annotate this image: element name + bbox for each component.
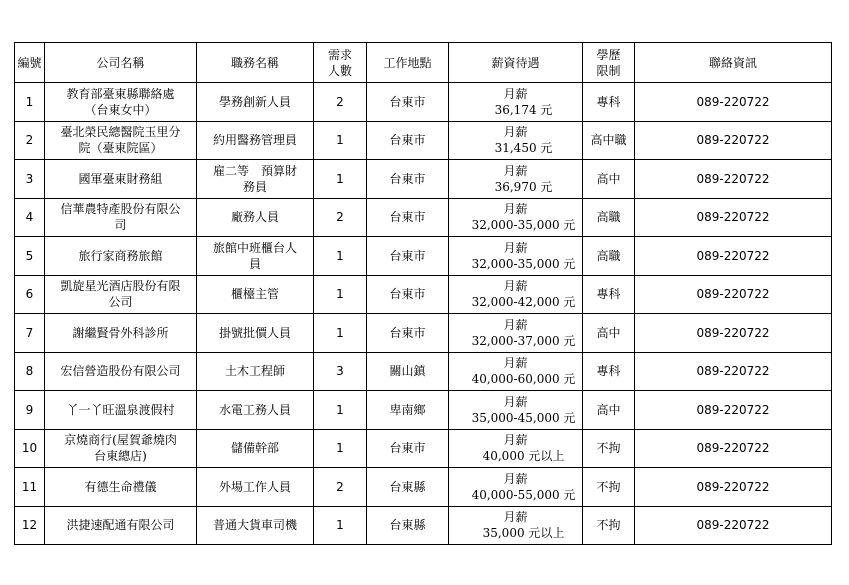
header-education-line: 限制 xyxy=(596,63,621,78)
job-title xyxy=(197,160,314,199)
job-title-line: 土木工程師 xyxy=(224,364,285,379)
company-name xyxy=(45,275,197,314)
company-name xyxy=(45,160,197,199)
headcount: 3 xyxy=(314,352,367,391)
contact-phone: 089-220722 xyxy=(635,314,832,353)
salary-amount: 32,000-35,000 元 xyxy=(471,218,576,233)
company-name xyxy=(45,83,197,122)
row-number: 3 xyxy=(15,160,45,199)
salary-amount: 36,174 元 xyxy=(494,102,553,117)
row-number: 1 xyxy=(15,83,45,122)
headcount: 2 xyxy=(314,198,367,237)
headcount: 1 xyxy=(314,506,367,545)
salary-type: 月薪 xyxy=(503,202,528,217)
job-title-line: 水電工務人員 xyxy=(218,402,291,417)
job-title xyxy=(197,314,314,353)
company-name-line: 院（臺東院區） xyxy=(78,141,163,156)
work-location: 台東市 xyxy=(367,237,449,276)
salary-amount: 40,000-60,000 元 xyxy=(471,372,576,387)
company-name xyxy=(45,391,197,430)
work-location: 台東縣 xyxy=(367,506,449,545)
salary xyxy=(449,468,583,507)
company-name-line: 公司 xyxy=(108,295,133,310)
salary-amount: 36,970 元 xyxy=(494,179,553,194)
job-title-line: 掛號批價人員 xyxy=(218,325,291,340)
salary-type: 月薪 xyxy=(503,356,528,371)
education-requirement: 高中職 xyxy=(583,121,635,160)
table-row xyxy=(15,314,832,353)
job-title-line: 學務創新人員 xyxy=(218,94,291,109)
table-row xyxy=(15,83,832,122)
job-title xyxy=(197,83,314,122)
job-title-line: 員 xyxy=(248,256,261,271)
salary xyxy=(449,429,583,468)
salary xyxy=(449,121,583,160)
company-name-line: 國軍臺東財務組 xyxy=(78,171,163,186)
company-name-line: 謝繼賢骨外科診所 xyxy=(72,325,169,340)
table-row xyxy=(15,391,832,430)
row-number: 7 xyxy=(15,314,45,353)
company-name xyxy=(45,352,197,391)
work-location: 台東市 xyxy=(367,275,449,314)
salary xyxy=(449,198,583,237)
salary-type: 月薪 xyxy=(503,240,528,255)
salary-amount: 32,000-35,000 元 xyxy=(471,256,576,271)
job-title xyxy=(197,391,314,430)
education-requirement: 高職 xyxy=(583,198,635,237)
job-title-line: 儲備幹部 xyxy=(230,441,279,456)
table-row xyxy=(15,198,832,237)
contact-phone: 089-220722 xyxy=(635,83,832,122)
table-row xyxy=(15,468,832,507)
contact-phone: 089-220722 xyxy=(635,468,832,507)
company-name-line: 凱旋星光酒店股份有限 xyxy=(60,279,181,294)
education-requirement: 不拘 xyxy=(583,506,635,545)
company-name xyxy=(45,506,197,545)
header-headcount-line: 人數 xyxy=(327,63,352,78)
education-requirement: 高職 xyxy=(583,237,635,276)
company-name xyxy=(45,468,197,507)
work-location: 台東市 xyxy=(367,83,449,122)
company-name xyxy=(45,314,197,353)
salary-type: 月薪 xyxy=(503,317,528,332)
contact-phone: 089-220722 xyxy=(635,198,832,237)
headcount: 1 xyxy=(314,429,367,468)
header-education xyxy=(583,43,635,83)
education-requirement: 專科 xyxy=(583,275,635,314)
company-name-line: 洪捷速配通有限公司 xyxy=(66,518,175,533)
header-location: 工作地點 xyxy=(367,43,449,83)
salary-amount: 32,000-37,000 元 xyxy=(471,333,576,348)
salary xyxy=(449,352,583,391)
salary xyxy=(449,275,583,314)
table-row xyxy=(15,506,832,545)
company-name-line: 司 xyxy=(114,218,127,233)
table-row xyxy=(15,121,832,160)
row-number: 8 xyxy=(15,352,45,391)
education-requirement: 不拘 xyxy=(583,468,635,507)
job-title xyxy=(197,121,314,160)
contact-phone: 089-220722 xyxy=(635,352,832,391)
company-name-line: 京燒商行(屋賀爺燒肉 xyxy=(64,433,177,448)
salary-type: 月薪 xyxy=(503,125,528,140)
job-title xyxy=(197,275,314,314)
work-location: 台東縣 xyxy=(367,468,449,507)
salary-amount: 40,000 元以上 xyxy=(482,449,565,464)
job-title xyxy=(197,352,314,391)
job-title-line: 務員 xyxy=(242,179,267,194)
job-title-line: 普通大貨車司機 xyxy=(212,518,297,533)
education-requirement: 專科 xyxy=(583,83,635,122)
job-title-line: 廠務人員 xyxy=(230,210,279,225)
contact-phone: 089-220722 xyxy=(635,275,832,314)
contact-phone: 089-220722 xyxy=(635,429,832,468)
row-number: 11 xyxy=(15,468,45,507)
row-number: 10 xyxy=(15,429,45,468)
headcount: 1 xyxy=(314,160,367,199)
headcount: 1 xyxy=(314,314,367,353)
education-requirement: 高中 xyxy=(583,314,635,353)
salary-amount: 31,450 元 xyxy=(494,141,553,156)
work-location: 台東市 xyxy=(367,198,449,237)
table-row xyxy=(15,275,832,314)
salary-type: 月薪 xyxy=(503,163,528,178)
company-name-line: 教育部臺東縣聯絡處 xyxy=(66,86,175,101)
row-number: 2 xyxy=(15,121,45,160)
company-name-line: 旅行家商務旅館 xyxy=(78,248,163,263)
contact-phone: 089-220722 xyxy=(635,160,832,199)
contact-phone: 089-220722 xyxy=(635,506,832,545)
row-number: 9 xyxy=(15,391,45,430)
contact-phone: 089-220722 xyxy=(635,237,832,276)
work-location: 關山鎮 xyxy=(367,352,449,391)
headcount: 1 xyxy=(314,275,367,314)
salary-amount: 32,000-42,000 元 xyxy=(471,295,576,310)
header-education-line: 學歷 xyxy=(596,47,621,62)
company-name-line: 台東總店) xyxy=(94,449,147,464)
row-number: 4 xyxy=(15,198,45,237)
header-headcount-line: 需求 xyxy=(327,47,352,62)
header-title: 職務名稱 xyxy=(197,43,314,83)
education-requirement: 高中 xyxy=(583,160,635,199)
table-row xyxy=(15,429,832,468)
headcount: 1 xyxy=(314,121,367,160)
salary-type: 月薪 xyxy=(503,86,528,101)
work-location: 台東市 xyxy=(367,314,449,353)
headcount: 1 xyxy=(314,391,367,430)
header-row xyxy=(15,43,832,83)
job-title xyxy=(197,506,314,545)
salary-type: 月薪 xyxy=(503,433,528,448)
salary-type: 月薪 xyxy=(503,510,528,525)
job-title-line: 外場工作人員 xyxy=(218,479,291,494)
company-name-line: 丫一丫旺溫泉渡假村 xyxy=(66,402,175,417)
salary-type: 月薪 xyxy=(503,279,528,294)
salary-amount: 35,000-45,000 元 xyxy=(471,410,576,425)
salary-amount: 35,000 元以上 xyxy=(482,526,565,541)
salary xyxy=(449,237,583,276)
job-title xyxy=(197,429,314,468)
header-contact: 聯絡資訊 xyxy=(635,43,832,83)
table-row xyxy=(15,237,832,276)
company-name-line: （台東女中） xyxy=(84,102,157,117)
job-title xyxy=(197,468,314,507)
header-headcount xyxy=(314,43,367,83)
job-listings-table xyxy=(14,42,832,545)
company-name-line: 有德生命禮儀 xyxy=(84,479,157,494)
header-salary: 薪資待遇 xyxy=(449,43,583,83)
education-requirement: 不拘 xyxy=(583,429,635,468)
headcount: 1 xyxy=(314,237,367,276)
header-company: 公司名稱 xyxy=(45,43,197,83)
row-number: 6 xyxy=(15,275,45,314)
company-name xyxy=(45,121,197,160)
work-location: 台東市 xyxy=(367,429,449,468)
contact-phone: 089-220722 xyxy=(635,391,832,430)
salary xyxy=(449,83,583,122)
contact-phone: 089-220722 xyxy=(635,121,832,160)
company-name-line: 臺北榮民總醫院玉里分 xyxy=(60,125,181,140)
job-title-line: 雇二等 預算財 xyxy=(212,163,297,178)
education-requirement: 專科 xyxy=(583,352,635,391)
table-body xyxy=(15,83,832,545)
company-name xyxy=(45,198,197,237)
salary xyxy=(449,314,583,353)
salary-amount: 40,000-55,000 元 xyxy=(471,487,576,502)
job-title-line: 櫃檯主管 xyxy=(230,287,279,302)
row-number: 12 xyxy=(15,506,45,545)
headcount: 2 xyxy=(314,83,367,122)
table-row xyxy=(15,160,832,199)
work-location: 台東市 xyxy=(367,160,449,199)
work-location: 卑南鄉 xyxy=(367,391,449,430)
company-name-line: 信華農特產股份有限公 xyxy=(60,202,181,217)
work-location: 台東市 xyxy=(367,121,449,160)
job-title-line: 旅館中班櫃台人 xyxy=(212,240,297,255)
education-requirement: 高中 xyxy=(583,391,635,430)
table-row xyxy=(15,352,832,391)
job-title xyxy=(197,198,314,237)
company-name xyxy=(45,237,197,276)
header-no: 編號 xyxy=(15,43,45,83)
salary-type: 月薪 xyxy=(503,394,528,409)
job-title-line: 約用醫務管理員 xyxy=(212,133,297,148)
salary-type: 月薪 xyxy=(503,471,528,486)
job-title xyxy=(197,237,314,276)
salary xyxy=(449,391,583,430)
salary xyxy=(449,160,583,199)
headcount: 2 xyxy=(314,468,367,507)
company-name-line: 宏信營造股份有限公司 xyxy=(60,364,181,379)
company-name xyxy=(45,429,197,468)
row-number: 5 xyxy=(15,237,45,276)
salary xyxy=(449,506,583,545)
